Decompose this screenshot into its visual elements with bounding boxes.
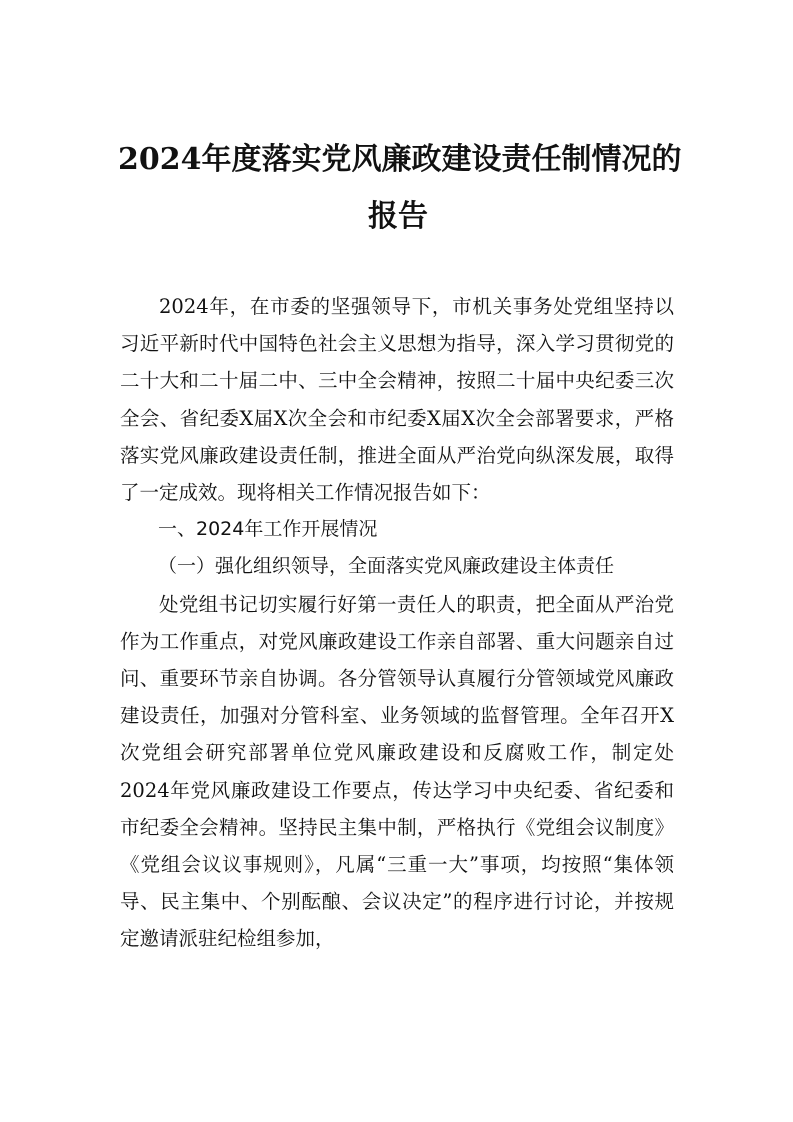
document-body [120, 288, 674, 958]
document-title-line-2: 报告 [368, 199, 428, 234]
subsection-heading: （一）强化组织领导，全面落实党风廉政建设主体责任 [158, 555, 615, 578]
document-title-line-1: 2024年度落实党风廉政建设责任制情况的 [118, 142, 682, 177]
intro-paragraph: 2024年，在市委的坚强领导下，市机关事务处党组坚持以习近平新时代中国特色社会主义思想为指导，深入学习贯彻党的二十大和二十届二中、三中全会精神，按照二十届中央纪委三次全会、省纪委X届X次全会和市纪委X届X次全会部署要求，严格落实党风廉政建设责任制，推进全面从严治党向纵深发展，取得了一定成效。现将相关工作情况报告如下： [120, 295, 674, 505]
subsection-paragraph: 处党组书记切实履行好第一责任人的职责，把全面从严治党作为工作重点，对党风廉政建设工作亲自部署、重大问题亲自过问、重要环节亲自协调。各分管领导认真履行分管领域党风廉政建设责任，加强对分管科室、业务领域的监督管理。全年召开X次党组会研究部署单位党风廉政建设和反腐败工作，制定处2024年党风廉政建设工作要点，传达学习中央纪委、省纪委和市纪委全会精神。坚持民主集中制，严格执行《党组会议制度》《党组会议议事规则》，凡属“三重一大”事项，均按照“集体领导、民主集中、个别酝酿、会议决定”的程序进行讨论，并按规定邀请派驻纪检组参加， [120, 592, 674, 951]
section-heading: 一、2024年工作开展情况 [158, 518, 378, 541]
